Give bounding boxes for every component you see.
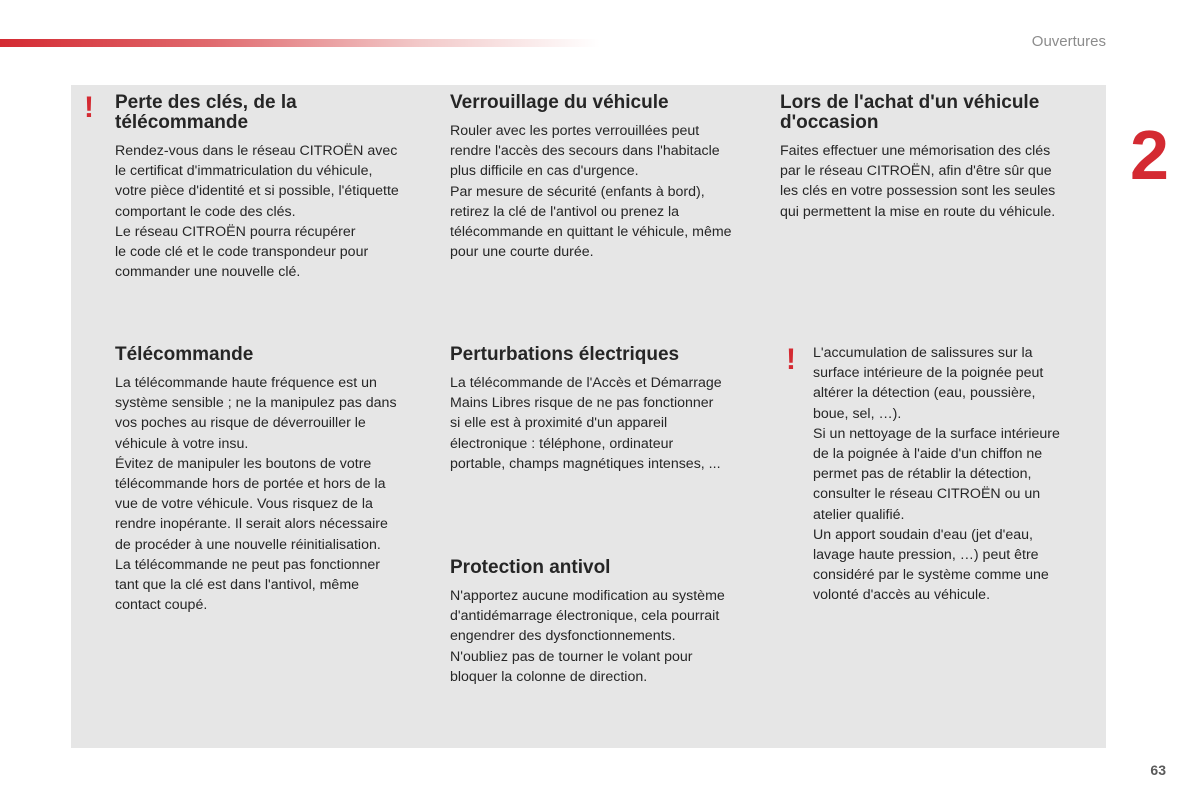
section-used-vehicle (780, 93, 1090, 222)
section-vehicle-locking (450, 93, 770, 262)
section-body: N'apportez aucune modification au système d'antidémarrage électronique, cela pourrait engendrer des dysfonctionnements. N'oubliez pas de tourner le volant pour bloquer la colonne de direction. (450, 588, 725, 685)
section-body: L'accumulation de salissures sur la surface intérieure de la poignée peut altérer la détection (eau, poussière, boue, sel, …). Si un nettoyage de la surface intérieure de la poignée à l'aide d'un chiffon ne permet pas de rétablir la détection, consulter le réseau CITROËN ou un atelier qualifié. Un apport soudain d'eau (jet d'eau, lavage haute pression, …) peut être considéré par le système comme une volonté d'accès au véhicule. (813, 345, 1060, 604)
section-anti-theft (450, 558, 770, 687)
header-accent-bar (0, 39, 600, 47)
section-title: Perte des clés, de la télécommande (115, 92, 297, 133)
page-number: 63 (1150, 762, 1166, 778)
section-body: Rouler avec les portes verrouillées peut rendre l'accès des secours dans l'habitacle plus difficile en cas d'urgence. Par mesure de sécurité (enfants à bord), retirez la clé de l'antivol ou prenez la télécommande en quittant le véhicule, même pour une courte durée. (450, 123, 732, 261)
section-body: Faites effectuer une mémorisation des clés par le réseau CITROËN, afin d'être sûr que les clés en votre possession sont les seules qui permettent la mise en route du véhicule. (780, 143, 1056, 220)
section-body: La télécommande haute fréquence est un système sensible ; ne la manipulez pas dans vos poches au risque de déverrouiller le véhicule à votre insu. Évitez de manipuler les boutons de votre télécommande hors de portée et hors de la vue de votre véhicule. Vous risquez de la rendre inopérante. Il serait alors nécessaire de procéder à une nouvelle réinitialisation. La télécommande ne peut pas fonctionner tant que la clé est dans l'antivol, même contact coupé. (115, 375, 397, 614)
section-title: Verrouillage du véhicule (450, 92, 669, 113)
section-lost-keys (115, 93, 435, 282)
warning-icon: ! (786, 343, 796, 376)
chapter-title: Ouvertures (1031, 33, 1106, 50)
chapter-number: 2 (1130, 116, 1169, 194)
section-body: Rendez-vous dans le réseau CITROËN avec le certificat d'immatriculation du véhicule, votre pièce d'identité et si possible, l'étiquette comportant le code des clés. Le réseau CITROËN pourra récupérer le code clé et le code transpondeur pour commander une nouvelle clé. (115, 143, 399, 281)
warning-icon: ! (84, 91, 94, 124)
section-title: Protection antivol (450, 557, 611, 578)
section-remote-control (115, 345, 435, 615)
section-title: Télécommande (115, 344, 254, 365)
section-electrical-interference (450, 345, 770, 474)
section-dirt-warning (813, 343, 1098, 606)
section-body: La télécommande de l'Accès et Démarrage Mains Libres risque de ne pas fonctionner si elle est à proximité d'un appareil électronique : téléphone, ordinateur portable, champs magnétiques intenses, ... (450, 375, 722, 472)
section-title: Lors de l'achat d'un véhicule d'occasion (780, 92, 1040, 133)
section-title: Perturbations électriques (450, 344, 680, 365)
